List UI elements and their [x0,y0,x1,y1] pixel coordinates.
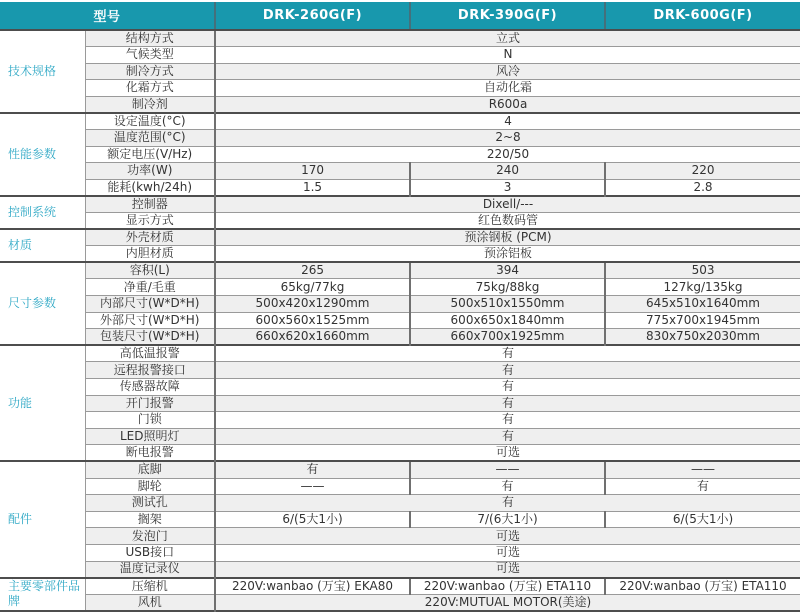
row-label: 外部尺寸(W*D*H) [85,312,215,329]
group-label: 配件 [0,461,85,577]
table-row [0,279,800,296]
spec-value: 可选 [215,445,800,462]
row-label: 开门报警 [85,395,215,412]
row-label: 显示方式 [85,213,215,230]
spec-value: 有 [215,495,800,512]
spec-value: 503 [605,262,800,279]
group-label: 技术规格 [0,30,85,113]
table-row [0,461,800,478]
row-label: 断电报警 [85,445,215,462]
model-column-header: DRK-260G(F) [215,2,410,30]
spec-value: 有 [215,362,800,379]
header-row [0,2,800,30]
spec-value: 220 [605,163,800,180]
spec-value: 有 [215,345,800,362]
spec-value: 有 [215,395,800,412]
row-label: 传感器故障 [85,378,215,395]
table-row [0,213,800,230]
row-label: 容积(L) [85,262,215,279]
table-row [0,113,800,130]
table-row [0,196,800,213]
group-label: 尺寸参数 [0,262,85,345]
spec-value: 775x700x1945mm [605,312,800,329]
row-label: 制冷方式 [85,63,215,80]
spec-value: 500x510x1550mm [410,296,605,313]
spec-value: 600x560x1525mm [215,312,410,329]
spec-value: 可选 [215,528,800,545]
row-label: 气候类型 [85,47,215,64]
row-label: 功率(W) [85,163,215,180]
row-label: 能耗(kwh/24h) [85,179,215,196]
row-label: 压缩机 [85,578,215,595]
spec-value: 6/(5大1小) [215,511,410,528]
table-row [0,561,800,578]
model-column-header: DRK-600G(F) [605,2,800,30]
row-label: 外壳材质 [85,229,215,246]
spec-value: R600a [215,96,800,113]
row-label: USB接口 [85,544,215,561]
table-row [0,329,800,346]
spec-value: 风冷 [215,63,800,80]
row-label: 温度范围(°C) [85,130,215,147]
spec-value: 220/50 [215,146,800,163]
table-row [0,578,800,595]
group-label: 控制系统 [0,196,85,229]
spec-value: 600x650x1840mm [410,312,605,329]
row-label: 搁架 [85,511,215,528]
spec-value: 4 [215,113,800,130]
spec-value: 394 [410,262,605,279]
table-row [0,495,800,512]
table-row [0,296,800,313]
spec-value: 可选 [215,544,800,561]
spec-value: N [215,47,800,64]
spec-value: 2.8 [605,179,800,196]
spec-value: 75kg/88kg [410,279,605,296]
spec-value: 有 [605,478,800,495]
table-row [0,146,800,163]
table-row [0,445,800,462]
row-label: 高低温报警 [85,345,215,362]
table-row [0,47,800,64]
group-label: 主要零部件品牌 [0,578,85,611]
spec-value: 有 [215,428,800,445]
row-label: 发泡门 [85,528,215,545]
table-row [0,395,800,412]
spec-value: 预涂铝板 [215,246,800,263]
spec-value: 有 [215,412,800,429]
row-label: 结构方式 [85,30,215,47]
row-label: 脚轮 [85,478,215,495]
table-row [0,63,800,80]
model-header-label: 型号 [0,2,215,30]
table-row [0,511,800,528]
group-label: 功能 [0,345,85,461]
table-row [0,312,800,329]
row-label: 净重/毛重 [85,279,215,296]
spec-value: 有 [215,378,800,395]
spec-value: 1.5 [215,179,410,196]
spec-value: 红色数码管 [215,213,800,230]
table-header [0,2,800,30]
spec-value: 645x510x1640mm [605,296,800,313]
table-row [0,163,800,180]
table-row [0,179,800,196]
spec-value: 500x420x1290mm [215,296,410,313]
spec-value: 有 [410,478,605,495]
spec-value: 65kg/77kg [215,279,410,296]
spec-value: —— [215,478,410,495]
spec-value: 2~8 [215,130,800,147]
row-label: 包装尺寸(W*D*H) [85,329,215,346]
spec-value: 127kg/135kg [605,279,800,296]
model-column-header: DRK-390G(F) [410,2,605,30]
spec-value: 3 [410,179,605,196]
table-body [0,30,800,611]
spec-value: —— [605,461,800,478]
row-label: 控制器 [85,196,215,213]
spec-value: 220V:MUTUAL MOTOR(美途) [215,594,800,611]
table-row [0,246,800,263]
spec-value: Dixell/--- [215,196,800,213]
spec-value: 265 [215,262,410,279]
table-row [0,229,800,246]
table-row [0,345,800,362]
spec-value: 预涂钢板 (PCM) [215,229,800,246]
spec-table [0,2,800,612]
row-label: 制冷剂 [85,96,215,113]
spec-value: 立式 [215,30,800,47]
table-row [0,130,800,147]
row-label: 内胆材质 [85,246,215,263]
spec-value: —— [410,461,605,478]
spec-value: 6/(5大1小) [605,511,800,528]
spec-value: 7/(6大1小) [410,511,605,528]
row-label: 风机 [85,594,215,611]
table-row [0,80,800,97]
spec-value: 220V:wanbao (万宝) ETA110 [410,578,605,595]
group-label: 性能参数 [0,113,85,196]
row-label: 远程报警接口 [85,362,215,379]
row-label: 温度记录仪 [85,561,215,578]
table-row [0,528,800,545]
spec-value: 830x750x2030mm [605,329,800,346]
spec-value: 660x700x1925mm [410,329,605,346]
row-label: 测试孔 [85,495,215,512]
row-label: 设定温度(°C) [85,113,215,130]
spec-value: 660x620x1660mm [215,329,410,346]
spec-value: 170 [215,163,410,180]
table-row [0,412,800,429]
row-label: 底脚 [85,461,215,478]
table-row [0,30,800,47]
row-label: LED照明灯 [85,428,215,445]
row-label: 内部尺寸(W*D*H) [85,296,215,313]
group-label: 材质 [0,229,85,262]
table-row [0,262,800,279]
spec-value: 220V:wanbao (万宝) EKA80 [215,578,410,595]
table-row [0,378,800,395]
table-row [0,428,800,445]
table-row [0,594,800,611]
table-row [0,362,800,379]
spec-value: 可选 [215,561,800,578]
row-label: 门锁 [85,412,215,429]
table-row [0,478,800,495]
table-row [0,96,800,113]
table-row [0,544,800,561]
spec-value: 有 [215,461,410,478]
spec-value: 220V:wanbao (万宝) ETA110 [605,578,800,595]
row-label: 额定电压(V/Hz) [85,146,215,163]
row-label: 化霜方式 [85,80,215,97]
spec-value: 240 [410,163,605,180]
spec-value: 自动化霜 [215,80,800,97]
